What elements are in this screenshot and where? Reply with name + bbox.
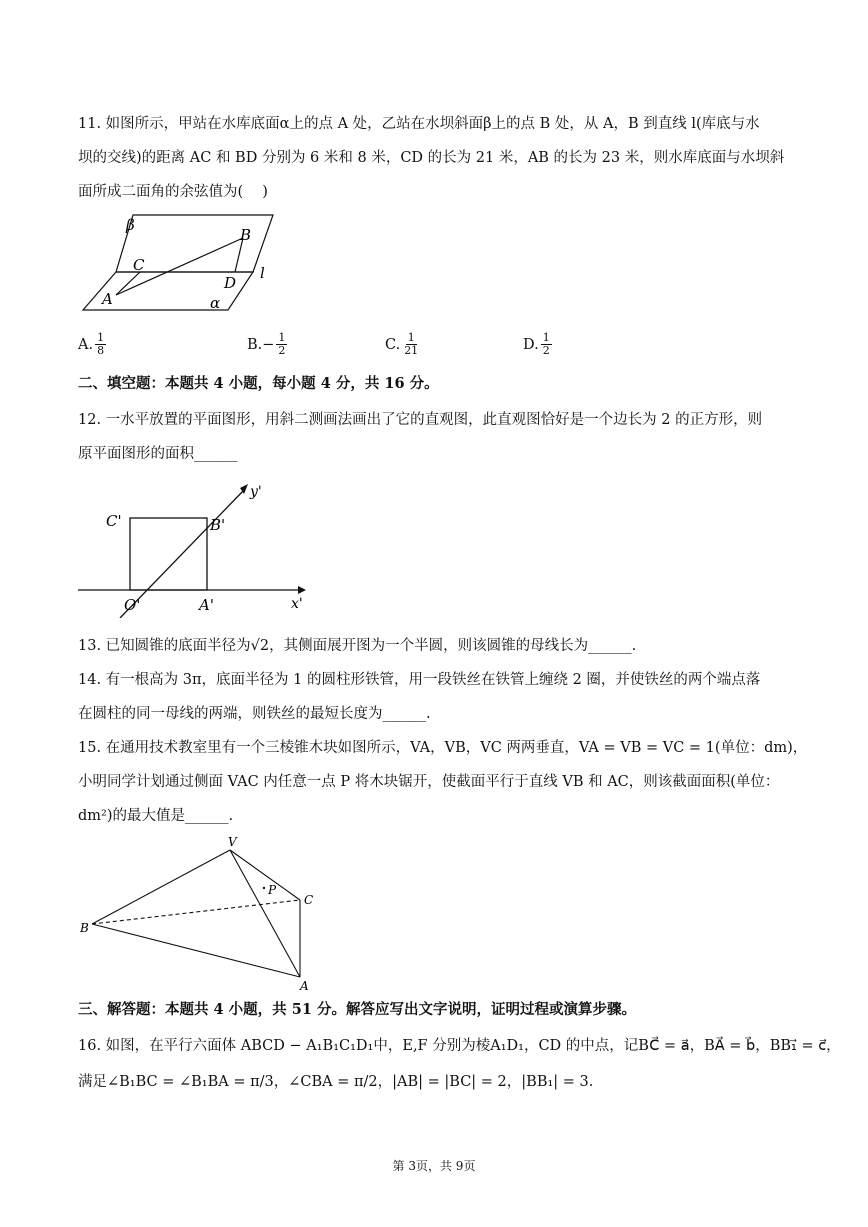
q11-line3: 面所成二面角的余弦值为( ) [78, 184, 268, 200]
label-l: l [260, 264, 265, 282]
label-A-prime: A' [199, 596, 214, 614]
option-a: A. $\frac{1}{8}$ [78, 331, 105, 357]
option-d: D. $\frac{1}{2}$ [523, 331, 550, 357]
dihedral-angle-figure [78, 210, 278, 320]
label-alpha: α [210, 294, 221, 312]
q11-line1: 11. 如图所示，甲站在水库底面α上的点 A 处，乙站在水坝斜面β上的点 B 处，从 A，B 到直线 l(库底与水 [78, 116, 760, 132]
label-B-prime: B' [210, 516, 226, 534]
q15-line3: dm²)的最大值是______. [78, 808, 234, 824]
label-C: C [133, 256, 145, 274]
q12-line1: 12. 一水平放置的平面图形，用斜二测画法画出了它的直观图，此直观图恰好是一个边长为 2 的正方形，则 [78, 412, 763, 428]
q15-line2: 小明同学计划通过侧面 VAC 内任意一点 P 将木块锯开，使截面平行于直线 VB 和 AC，则该截面面积(单位： [78, 774, 780, 790]
option-b: B. − $\frac{1}{2}$ [247, 331, 286, 357]
label-D: D [224, 274, 237, 292]
label-A: A [102, 290, 113, 308]
section-answer-title: 三、解答题：本题共 4 小题，共 51 分。解答应写出文字说明，证明过程或演算步骤。 [78, 1001, 636, 1018]
label-C: C [304, 893, 314, 907]
q16-line2: 满足∠B₁BC = ∠B₁BA = π/3，∠CBA = π/2，|AB| = |BC| = 2，|BB₁| = 3. [78, 1074, 594, 1090]
page-number-footer: 第 3页，共 9页 [392, 1159, 476, 1173]
option-c: C. $\frac{1}{21}$ [385, 331, 419, 357]
q14-line1: 14. 有一根高为 3π，底面半径为 1 的圆柱形铁管，用一段铁丝在铁管上缠绕 2 圈，并使铁丝的两个端点落 [78, 672, 761, 688]
label-C-prime: C' [106, 512, 122, 530]
q13-line: 13. 已知圆锥的底面半径为√2，其侧面展开图为一个半圆，则该圆锥的母线长为______. [78, 638, 637, 654]
label-A: A [300, 979, 309, 992]
section-fill-in-title: 二、填空题：本题共 4 小题，每小题 4 分，共 16 分。 [78, 375, 439, 392]
tetrahedron-figure [78, 832, 328, 992]
label-y-axis: y' [250, 484, 262, 500]
q16-line1: 16. 如图，在平行六面体 ABCD − A₁B₁C₁D₁中，E,F 分别为棱A₁D₁，CD 的中点，记BC⃗ = a⃗，BA⃗ = b⃗，BB₁⃗ = c⃗， [78, 1038, 841, 1054]
oblique-projection-figure [78, 478, 318, 618]
label-P: P [268, 883, 277, 897]
q11-line2: 坝的交线)的距离 AC 和 BD 分别为 6 米和 8 米，CD 的长为 21 米，AB 的长为 23 米，则水库底面与水坝斜 [78, 150, 785, 166]
q15-line1: 15. 在通用技术教室里有一个三棱锥木块如图所示，VA，VB，VC 两两垂直，VA = VB = VC = 1(单位：dm)， [78, 740, 808, 756]
label-V: V [228, 835, 237, 849]
label-x-axis: x' [291, 596, 303, 612]
label-B: B [80, 921, 89, 935]
label-B: B [240, 226, 252, 244]
q12-line2: 原平面图形的面积______ [78, 446, 238, 462]
label-beta: β [126, 216, 135, 234]
q14-line2: 在圆柱的同一母线的两端，则铁丝的最短长度为______. [78, 706, 431, 722]
label-O-prime: O' [124, 596, 141, 614]
